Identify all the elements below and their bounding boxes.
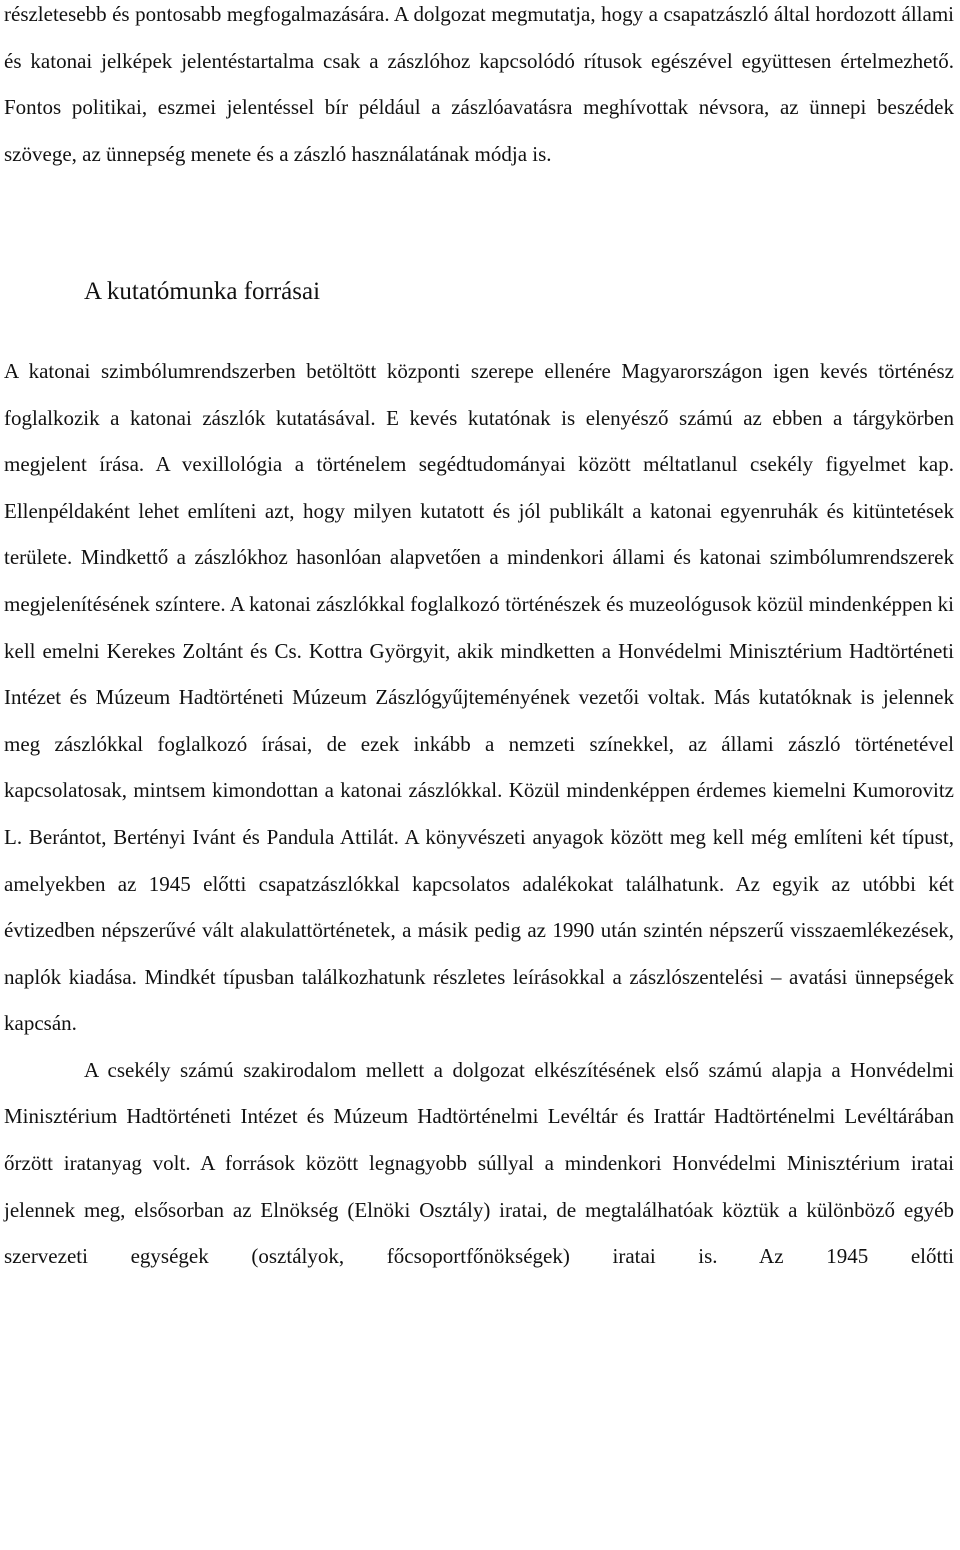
document-page: [4, 0, 954, 1280]
sources-paragraph-2: A csekély számú szakirodalom mellett a dolgozat elkészítésének első számú alapja a Honvédelmi Minisztérium Hadtörténeti Intézet és Múzeum Hadtörténelmi Levéltár és Irattár Hadtörténelmi Levéltárában őrzött iratanyag volt. A források között legnagyobb súllyal a mindenkori Honvédelmi Minisztérium iratai jelennek meg, elsősorban az Elnökség (Elnöki Osztály) iratai, de megtalálhatóak köztük a különböző egyéb szervezeti egységek (osztályok, főcsoportfőnökségek) iratai is. Az 1945 előtti: [4, 1057, 954, 1269]
section-heading: A kutatómunka forrásai: [84, 278, 321, 306]
sources-paragraph-1: A katonai szimbólumrendszerben betöltött központi szerepe ellenére Magyarországon igen kevés történész foglalkozik a katonai zászlók kutatásával. E kevés kutatónak is elenyésző számú az ebben a tárgykörben megjelent írása. A vexillológia a történelem segédtudományai között méltatlanul csekély figyelmet kap. Ellenpéldaként lehet említeni azt, hogy milyen kutatott és jól publikált a katonai egyenruhák és kitüntetések területe. Mindkettő a zászlókhoz hasonlóan alapvetően a mindenkori állami és katonai szimbólumrendszerek megjelenítésének színtere. A katonai zászlókkal foglalkozó történészek és muzeológusok közül mindenképpen ki kell emelni Kerekes Zoltánt és Cs. Kottra Györgyit, akik mindketten a Honvédelmi Minisztérium Hadtörténeti Intézet és Múzeum Hadtörténeti Múzeum Zászlógyűjteményének vezetői voltak. Más kutatóknak is jelennek meg zászlókkal foglalkozó írásai, de ezek inkább a nemzeti színekkel, az állami zászló történetével kapcsolatosak, mintsem kimondottan a katonai zászlókkal. Közül mindenképpen érdemes kiemelni Kumorovitz L. Berántot, Bertényi Ivánt és Pandula Attilát. A könyvészeti anyagok között meg kell még említeni két típust, amelyekben az 1945 előtti csapatzászlókkal kapcsolatos adalékokat találhatunk. Az egyik az utóbbi két évtizedben népszerűvé vált alakulattörténetek, a másik pedig az 1990 után szintén népszerű visszaemlékezések, naplók kiadása. Mindkét típusban találkozhatunk részletes leírásokkal a zászlószentelési – avatási ünnepségek kapcsán.: [4, 358, 954, 1036]
intro-paragraph: részletesebb és pontosabb megfogalmazására. A dolgozat megmutatja, hogy a csapatzászló által hordozott állami és katonai jelképek jelentéstartalma csak a zászlóhoz kapcsolódó rítusok egészével együttesen értelmezhető. Fontos politikai, eszmei jelentéssel bír például a zászlóavatásra meghívottak névsora, az ünnepi beszédek szövege, az ünnepség menete és a zászló használatának módja is.: [4, 2, 954, 166]
